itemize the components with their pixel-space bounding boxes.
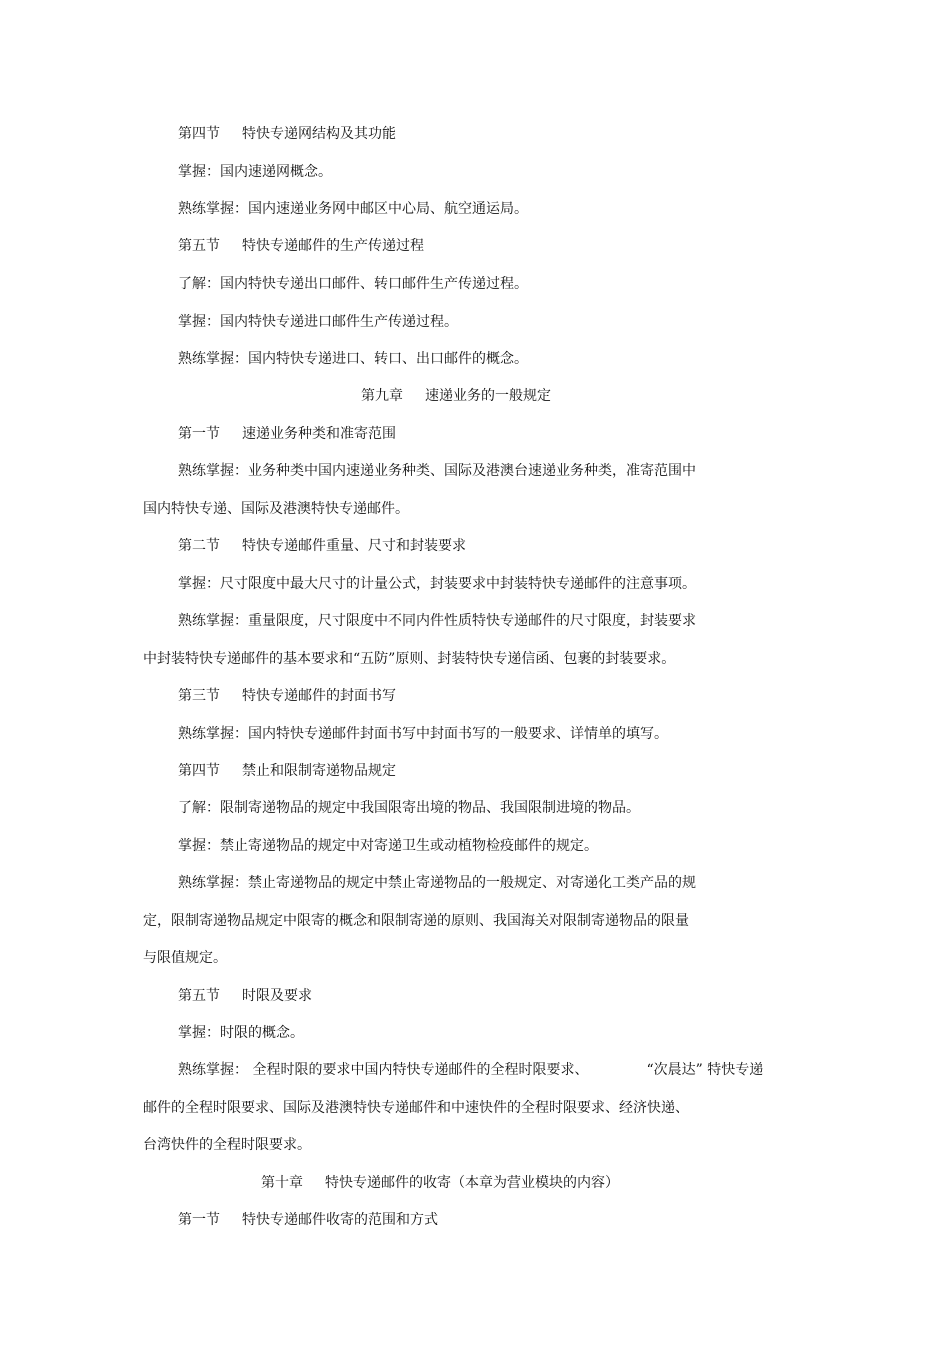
paragraph-line: 熟练掌握：国内特快专递邮件封面书写中封面书写的一般要求、详情单的填写。 [178, 726, 668, 742]
paragraph-line: 熟练掌握：业务种类中国内速递业务种类、国际及港澳台速递业务种类，准寄范围中 [178, 463, 696, 479]
section-heading: 第五节 特快专递邮件的生产传递过程 [178, 238, 424, 254]
paragraph-line: 熟练掌握：重量限度，尺寸限度中不同内件性质特快专递邮件的尺寸限度，封装要求 [178, 613, 696, 629]
paragraph-line: 熟练掌握：国内特快专递进口、转口、出口邮件的概念。 [178, 351, 528, 367]
section-heading: 第三节 特快专递邮件的封面书写 [178, 688, 396, 704]
chapter-heading: 第九章 速递业务的一般规定 [361, 388, 551, 404]
paragraph-line: 台湾快件的全程时限要求。 [143, 1137, 311, 1153]
paragraph-line: 定，限制寄递物品规定中限寄的概念和限制寄递的原则、我国海关对限制寄递物品的限量 [143, 913, 689, 929]
paragraph-line: 邮件的全程时限要求、国际及港澳特快专递邮件和中速快件的全程时限要求、经济快递、 [143, 1100, 689, 1116]
section-heading: 第一节 速递业务种类和准寄范围 [178, 426, 396, 442]
section-heading: 第二节 特快专递邮件重量、尺寸和封装要求 [178, 538, 466, 554]
paragraph-line: 掌握：国内速递网概念。 [178, 164, 332, 180]
paragraph-line: 中封装特快专递邮件的基本要求和“五防”原则、封装特快专递信函、包裹的封装要求。 [143, 651, 676, 667]
paragraph-line: 掌握：国内特快专递进口邮件生产传递过程。 [178, 314, 458, 330]
chapter-heading: 第十章 特快专递邮件的收寄（本章为营业模块的内容） [261, 1175, 619, 1191]
paragraph-line: 国内特快专递、国际及港澳特快专递邮件。 [143, 501, 409, 517]
paragraph-line: 了解：限制寄递物品的规定中我国限寄出境的物品、我国限制进境的物品。 [178, 800, 640, 816]
paragraph-line: 掌握：时限的概念。 [178, 1025, 304, 1041]
section-heading: 第四节 禁止和限制寄递物品规定 [178, 763, 396, 779]
paragraph-line: 熟练掌握：禁止寄递物品的规定中禁止寄递物品的一般规定、对寄递化工类产品的规 [178, 875, 696, 891]
paragraph-line: 掌握：禁止寄递物品的规定中对寄递卫生或动植物检疫邮件的规定。 [178, 838, 598, 854]
section-heading: 第一节 特快专递邮件收寄的范围和方式 [178, 1212, 438, 1228]
paragraph-line: 熟练掌握：国内速递业务网中邮区中心局、航空通运局。 [178, 201, 528, 217]
paragraph-line: 了解：国内特快专递出口邮件、转口邮件生产传递过程。 [178, 276, 528, 292]
section-heading: 第四节 特快专递网结构及其功能 [178, 126, 396, 142]
paragraph-line: 与限值规定。 [143, 950, 227, 966]
section-heading: 第五节 时限及要求 [178, 988, 312, 1004]
paragraph-line: 熟练掌握： 全程时限的要求中国内特快专递邮件的全程时限要求、 “次晨达” 特快专递 [178, 1062, 764, 1078]
paragraph-line: 掌握：尺寸限度中最大尺寸的计量公式，封装要求中封装特快专递邮件的注意事项。 [178, 576, 696, 592]
